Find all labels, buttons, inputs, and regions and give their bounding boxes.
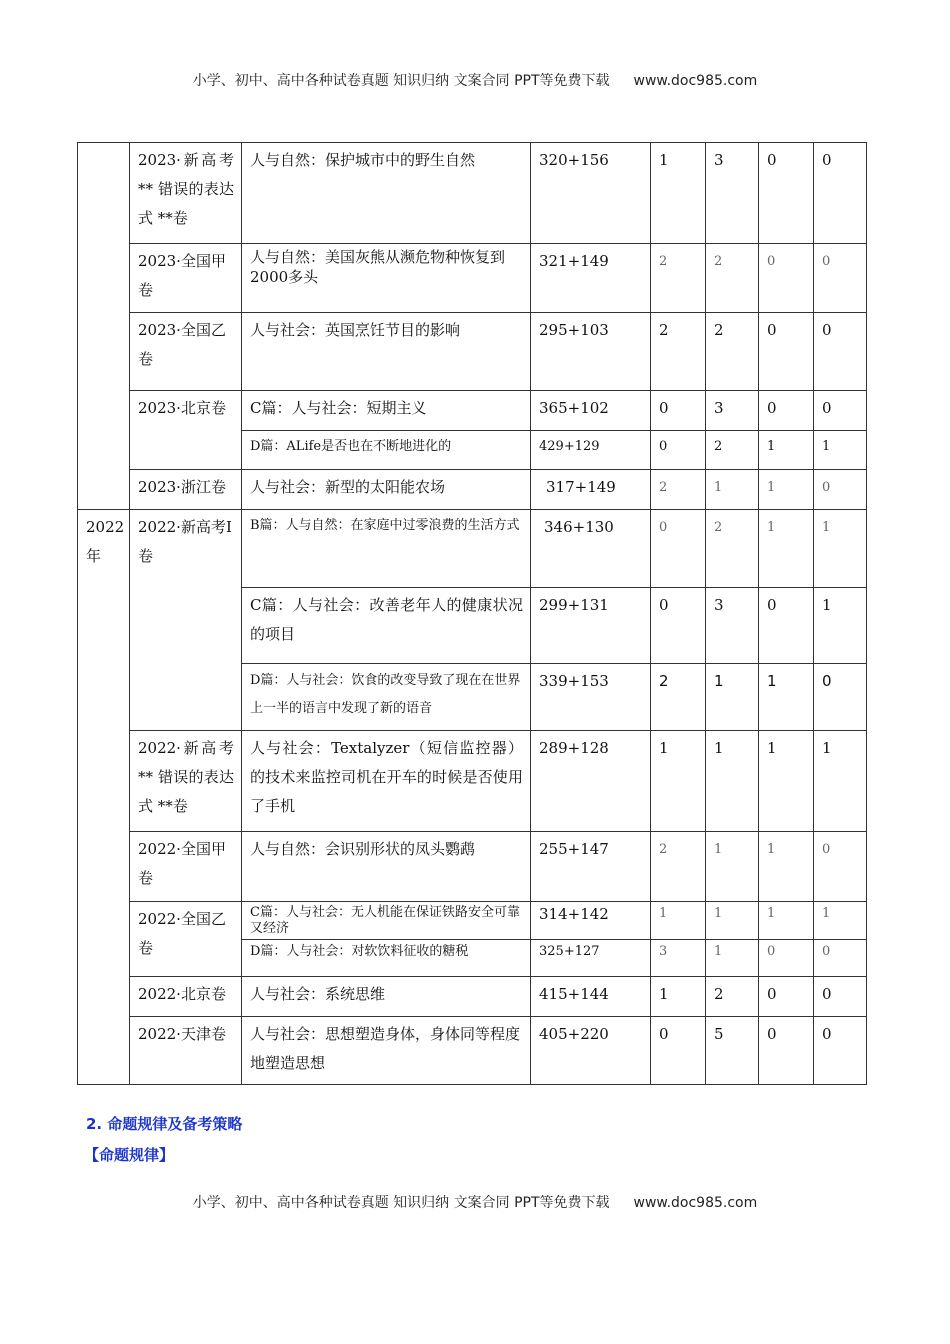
count-cell: 2 (651, 244, 706, 313)
words-cell: 365+102 (531, 391, 651, 431)
count-cell: 2 (706, 431, 759, 470)
words-cell: 317+149 (531, 470, 651, 510)
count-cell: 0 (651, 510, 706, 588)
words-cell: 321+149 (531, 244, 651, 313)
count-cell: 1 (651, 902, 706, 940)
count-cell: 1 (706, 470, 759, 510)
paper-cell: 2022·全国甲卷 (130, 832, 242, 902)
paper-cell: 2023·北京卷 (130, 391, 242, 470)
table-row (78, 470, 867, 510)
topic-cell: B篇：人与自然：在家庭中过零浪费的生活方式 (242, 510, 531, 588)
table-row (78, 244, 867, 313)
words-cell: 415+144 (531, 977, 651, 1017)
count-cell: 1 (759, 510, 814, 588)
count-cell: 3 (706, 143, 759, 244)
count-cell: 0 (759, 391, 814, 431)
count-cell: 0 (651, 1017, 706, 1085)
count-cell: 2 (651, 664, 706, 731)
words-cell: 299+131 (531, 588, 651, 664)
words-cell: 339+153 (531, 664, 651, 731)
words-cell: 346+130 (531, 510, 651, 588)
count-cell: 5 (706, 1017, 759, 1085)
count-cell: 0 (759, 588, 814, 664)
table-row (78, 977, 867, 1017)
count-cell: 1 (706, 832, 759, 902)
header-text: 小学、初中、高中各种试卷真题 知识归纳 文案合同 PPT等免费下载 (192, 73, 610, 89)
count-cell: 0 (814, 832, 867, 902)
count-cell: 0 (759, 977, 814, 1017)
count-cell: 1 (814, 902, 867, 940)
table-row (78, 143, 867, 244)
year-cell-2023 (78, 143, 130, 510)
paper-cell: 2023·新高考** 错误的表达式 **卷 (130, 143, 242, 244)
topic-cell: D篇：人与社会：饮食的改变导致了现在在世界上一半的语言中发现了新的语音 (242, 664, 531, 731)
count-cell: 3 (706, 391, 759, 431)
topic-cell: 人与社会：思想塑造身体，身体同等程度地塑造思想 (242, 1017, 531, 1085)
topic-cell: C篇：人与社会：改善老年人的健康状况的项目 (242, 588, 531, 664)
count-cell: 3 (706, 588, 759, 664)
count-cell: 0 (651, 431, 706, 470)
table-row (78, 731, 867, 832)
paper-cell: 2023·全国甲卷 (130, 244, 242, 313)
count-cell: 1 (759, 731, 814, 832)
count-cell: 1 (759, 664, 814, 731)
count-cell: 2 (706, 510, 759, 588)
count-cell: 1 (651, 731, 706, 832)
table-row (78, 1017, 867, 1085)
count-cell: 0 (759, 313, 814, 391)
count-cell: 0 (814, 1017, 867, 1085)
count-cell: 1 (706, 902, 759, 940)
paper-cell: 2022·北京卷 (130, 977, 242, 1017)
header-site-link[interactable]: www.doc985.com (633, 73, 758, 89)
count-cell: 2 (706, 977, 759, 1017)
words-cell: 405+220 (531, 1017, 651, 1085)
count-cell: 1 (759, 431, 814, 470)
count-cell: 1 (759, 832, 814, 902)
words-cell: 325+127 (531, 940, 651, 977)
footer-site-link[interactable]: www.doc985.com (633, 1195, 758, 1211)
words-cell: 289+128 (531, 731, 651, 832)
count-cell: 1 (814, 731, 867, 832)
count-cell: 0 (759, 143, 814, 244)
topic-cell: 人与社会：英国烹饪节目的影响 (242, 313, 531, 391)
count-cell: 1 (706, 664, 759, 731)
count-cell: 3 (651, 940, 706, 977)
page-header (0, 70, 950, 90)
footer-text: 小学、初中、高中各种试卷真题 知识归纳 文案合同 PPT等免费下载 (192, 1195, 610, 1211)
count-cell: 0 (814, 143, 867, 244)
paper-cell: 2022·新高考** 错误的表达式 **卷 (130, 731, 242, 832)
count-cell: 0 (651, 588, 706, 664)
count-cell: 0 (814, 664, 867, 731)
count-cell: 2 (651, 832, 706, 902)
topic-cell: D篇：ALife是否也在不断地进化的 (242, 431, 531, 470)
words-cell: 320+156 (531, 143, 651, 244)
paper-cell: 2022·新高考I卷 (130, 510, 242, 731)
page-footer (0, 1192, 950, 1212)
count-cell: 0 (759, 244, 814, 313)
section-subtitle: 【命题规律】 (84, 1146, 175, 1164)
count-cell: 1 (814, 588, 867, 664)
count-cell: 0 (814, 940, 867, 977)
table-row (78, 510, 867, 588)
section-title: 2. 命题规律及备考策略 (86, 1115, 243, 1133)
words-cell: 314+142 (531, 902, 651, 940)
count-cell: 2 (706, 313, 759, 391)
count-cell: 0 (814, 470, 867, 510)
count-cell: 0 (759, 1017, 814, 1085)
words-cell: 255+147 (531, 832, 651, 902)
topic-cell: C篇：人与社会：短期主义 (242, 391, 531, 431)
paper-cell: 2023·全国乙卷 (130, 313, 242, 391)
count-cell: 1 (651, 977, 706, 1017)
table-row (78, 902, 867, 940)
table-row (78, 313, 867, 391)
topic-cell: C篇：人与社会：无人机能在保证铁路安全可靠又经济 (242, 902, 531, 940)
topic-cell: 人与社会：Textalyzer（短信监控器）的技术来监控司机在开车的时候是否使用了手机 (242, 731, 531, 832)
year-cell-2022: 2022年 (78, 510, 130, 1085)
count-cell: 0 (814, 244, 867, 313)
count-cell: 0 (814, 391, 867, 431)
exam-table (77, 142, 867, 1085)
topic-cell: 人与自然：保护城市中的野生自然 (242, 143, 531, 244)
count-cell: 1 (706, 940, 759, 977)
topic-cell: D篇：人与社会：对软饮料征收的糖税 (242, 940, 531, 977)
count-cell: 1 (759, 902, 814, 940)
count-cell: 1 (814, 431, 867, 470)
count-cell: 1 (706, 731, 759, 832)
count-cell: 1 (651, 143, 706, 244)
count-cell: 2 (651, 470, 706, 510)
topic-cell: 人与社会：系统思维 (242, 977, 531, 1017)
count-cell: 1 (759, 470, 814, 510)
count-cell: 1 (814, 510, 867, 588)
paper-cell: 2022·天津卷 (130, 1017, 242, 1085)
table-row (78, 832, 867, 902)
count-cell: 0 (814, 313, 867, 391)
count-cell: 0 (651, 391, 706, 431)
table-row (78, 391, 867, 431)
count-cell: 2 (706, 244, 759, 313)
count-cell: 0 (759, 940, 814, 977)
topic-cell: 人与自然：美国灰熊从濒危物种恢复到2000多头 (242, 244, 531, 313)
words-cell: 295+103 (531, 313, 651, 391)
topic-cell: 人与社会：新型的太阳能农场 (242, 470, 531, 510)
paper-cell: 2023·浙江卷 (130, 470, 242, 510)
paper-cell: 2022·全国乙卷 (130, 902, 242, 977)
count-cell: 2 (651, 313, 706, 391)
topic-cell: 人与自然：会识别形状的凤头鹦鹉 (242, 832, 531, 902)
words-cell: 429+129 (531, 431, 651, 470)
count-cell: 0 (814, 977, 867, 1017)
